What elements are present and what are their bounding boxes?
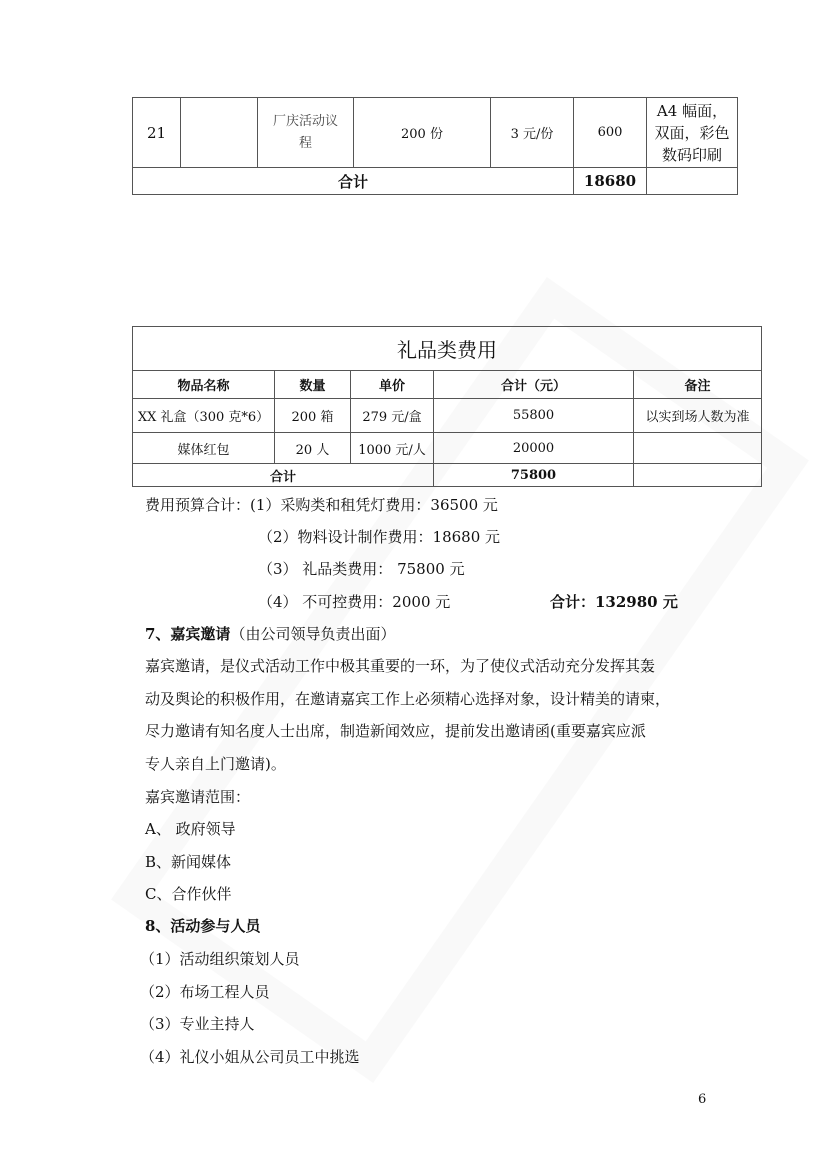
list-item: （3）专业主持人 bbox=[140, 1015, 255, 1033]
scope-label: 嘉宾邀请范围： bbox=[145, 788, 251, 806]
total-row bbox=[133, 168, 738, 195]
header-cell: 合计（元） bbox=[434, 371, 634, 399]
header-cell: 单价 bbox=[351, 371, 434, 399]
cell: 20000 bbox=[434, 433, 634, 464]
total-value: 75800 bbox=[434, 464, 634, 487]
materials-table bbox=[132, 97, 738, 195]
cell: 279 元/盒 bbox=[351, 399, 434, 433]
table-row bbox=[133, 98, 738, 168]
section7-heading bbox=[145, 624, 395, 644]
section8-heading: 8、活动参与人员 bbox=[145, 917, 261, 935]
gift-table bbox=[132, 326, 762, 487]
list-item: B、新闻媒体 bbox=[145, 853, 232, 871]
table-row bbox=[133, 433, 762, 464]
cell: 3 元/份 bbox=[491, 98, 574, 168]
cell: 20 人 bbox=[275, 433, 351, 464]
heading-text: 7、嘉宾邀请 bbox=[145, 625, 231, 643]
cell: 21 bbox=[133, 98, 181, 168]
paragraph-line: 尽力邀请有知名度人士出席，制造新闻效应，提前发出邀请函(重要嘉宾应派 bbox=[145, 722, 646, 740]
total-label: 合计 bbox=[133, 168, 574, 195]
table-title: 礼品类费用 bbox=[133, 327, 762, 371]
table-row bbox=[133, 399, 762, 433]
header-cell: 数量 bbox=[275, 371, 351, 399]
grand-total: 合计：132980 元 bbox=[550, 593, 678, 611]
cell: A4 幅面，双面，彩色数码印刷 bbox=[647, 98, 738, 168]
paragraph-line: 嘉宾邀请，是仪式活动工作中极其重要的一环，为了使仪式活动充分发挥其轰 bbox=[145, 657, 656, 675]
total-row bbox=[133, 464, 762, 487]
cell: 1000 元/人 bbox=[351, 433, 434, 464]
cell bbox=[181, 98, 258, 168]
heading-note: （由公司领导负责出面） bbox=[230, 625, 396, 643]
cell: XX 礼盒（300 克*6） bbox=[133, 399, 275, 433]
budget-line: 费用预算合计：(1）采购类和租凭灯费用：36500 元 bbox=[145, 496, 498, 514]
cell: 200 份 bbox=[354, 98, 491, 168]
list-item: （2）布场工程人员 bbox=[140, 983, 270, 1001]
paragraph-line: 专人亲自上门邀请)。 bbox=[145, 755, 286, 773]
budget-line: （3） 礼品类费用： 75800 元 bbox=[258, 560, 465, 578]
header-row bbox=[133, 371, 762, 399]
cell: 200 箱 bbox=[275, 399, 351, 433]
list-item: C、合作伙伴 bbox=[145, 885, 232, 903]
page-number: 6 bbox=[698, 1092, 707, 1107]
header-cell: 物品名称 bbox=[133, 371, 275, 399]
paragraph-line: 动及舆论的积极作用，在邀请嘉宾工作上必须精心选择对象，设计精美的请柬， bbox=[145, 690, 671, 708]
budget-line: （4） 不可控费用：2000 元 bbox=[258, 593, 451, 611]
list-item: （4）礼仪小姐从公司员工中挑选 bbox=[140, 1048, 360, 1066]
cell: 厂庆活动议程 bbox=[258, 98, 354, 168]
cell: 600 bbox=[574, 98, 647, 168]
budget-line: （2）物料设计制作费用：18680 元 bbox=[258, 528, 501, 546]
list-item: A、 政府领导 bbox=[145, 820, 236, 838]
total-value: 18680 bbox=[574, 168, 647, 195]
cell bbox=[634, 433, 762, 464]
cell bbox=[647, 168, 738, 195]
header-cell: 备注 bbox=[634, 371, 762, 399]
cell bbox=[634, 464, 762, 487]
total-label: 合计 bbox=[133, 464, 434, 487]
cell: 以实到场人数为准 bbox=[634, 399, 762, 433]
cell: 媒体红包 bbox=[133, 433, 275, 464]
list-item: （1）活动组织策划人员 bbox=[140, 950, 300, 968]
cell: 55800 bbox=[434, 399, 634, 433]
